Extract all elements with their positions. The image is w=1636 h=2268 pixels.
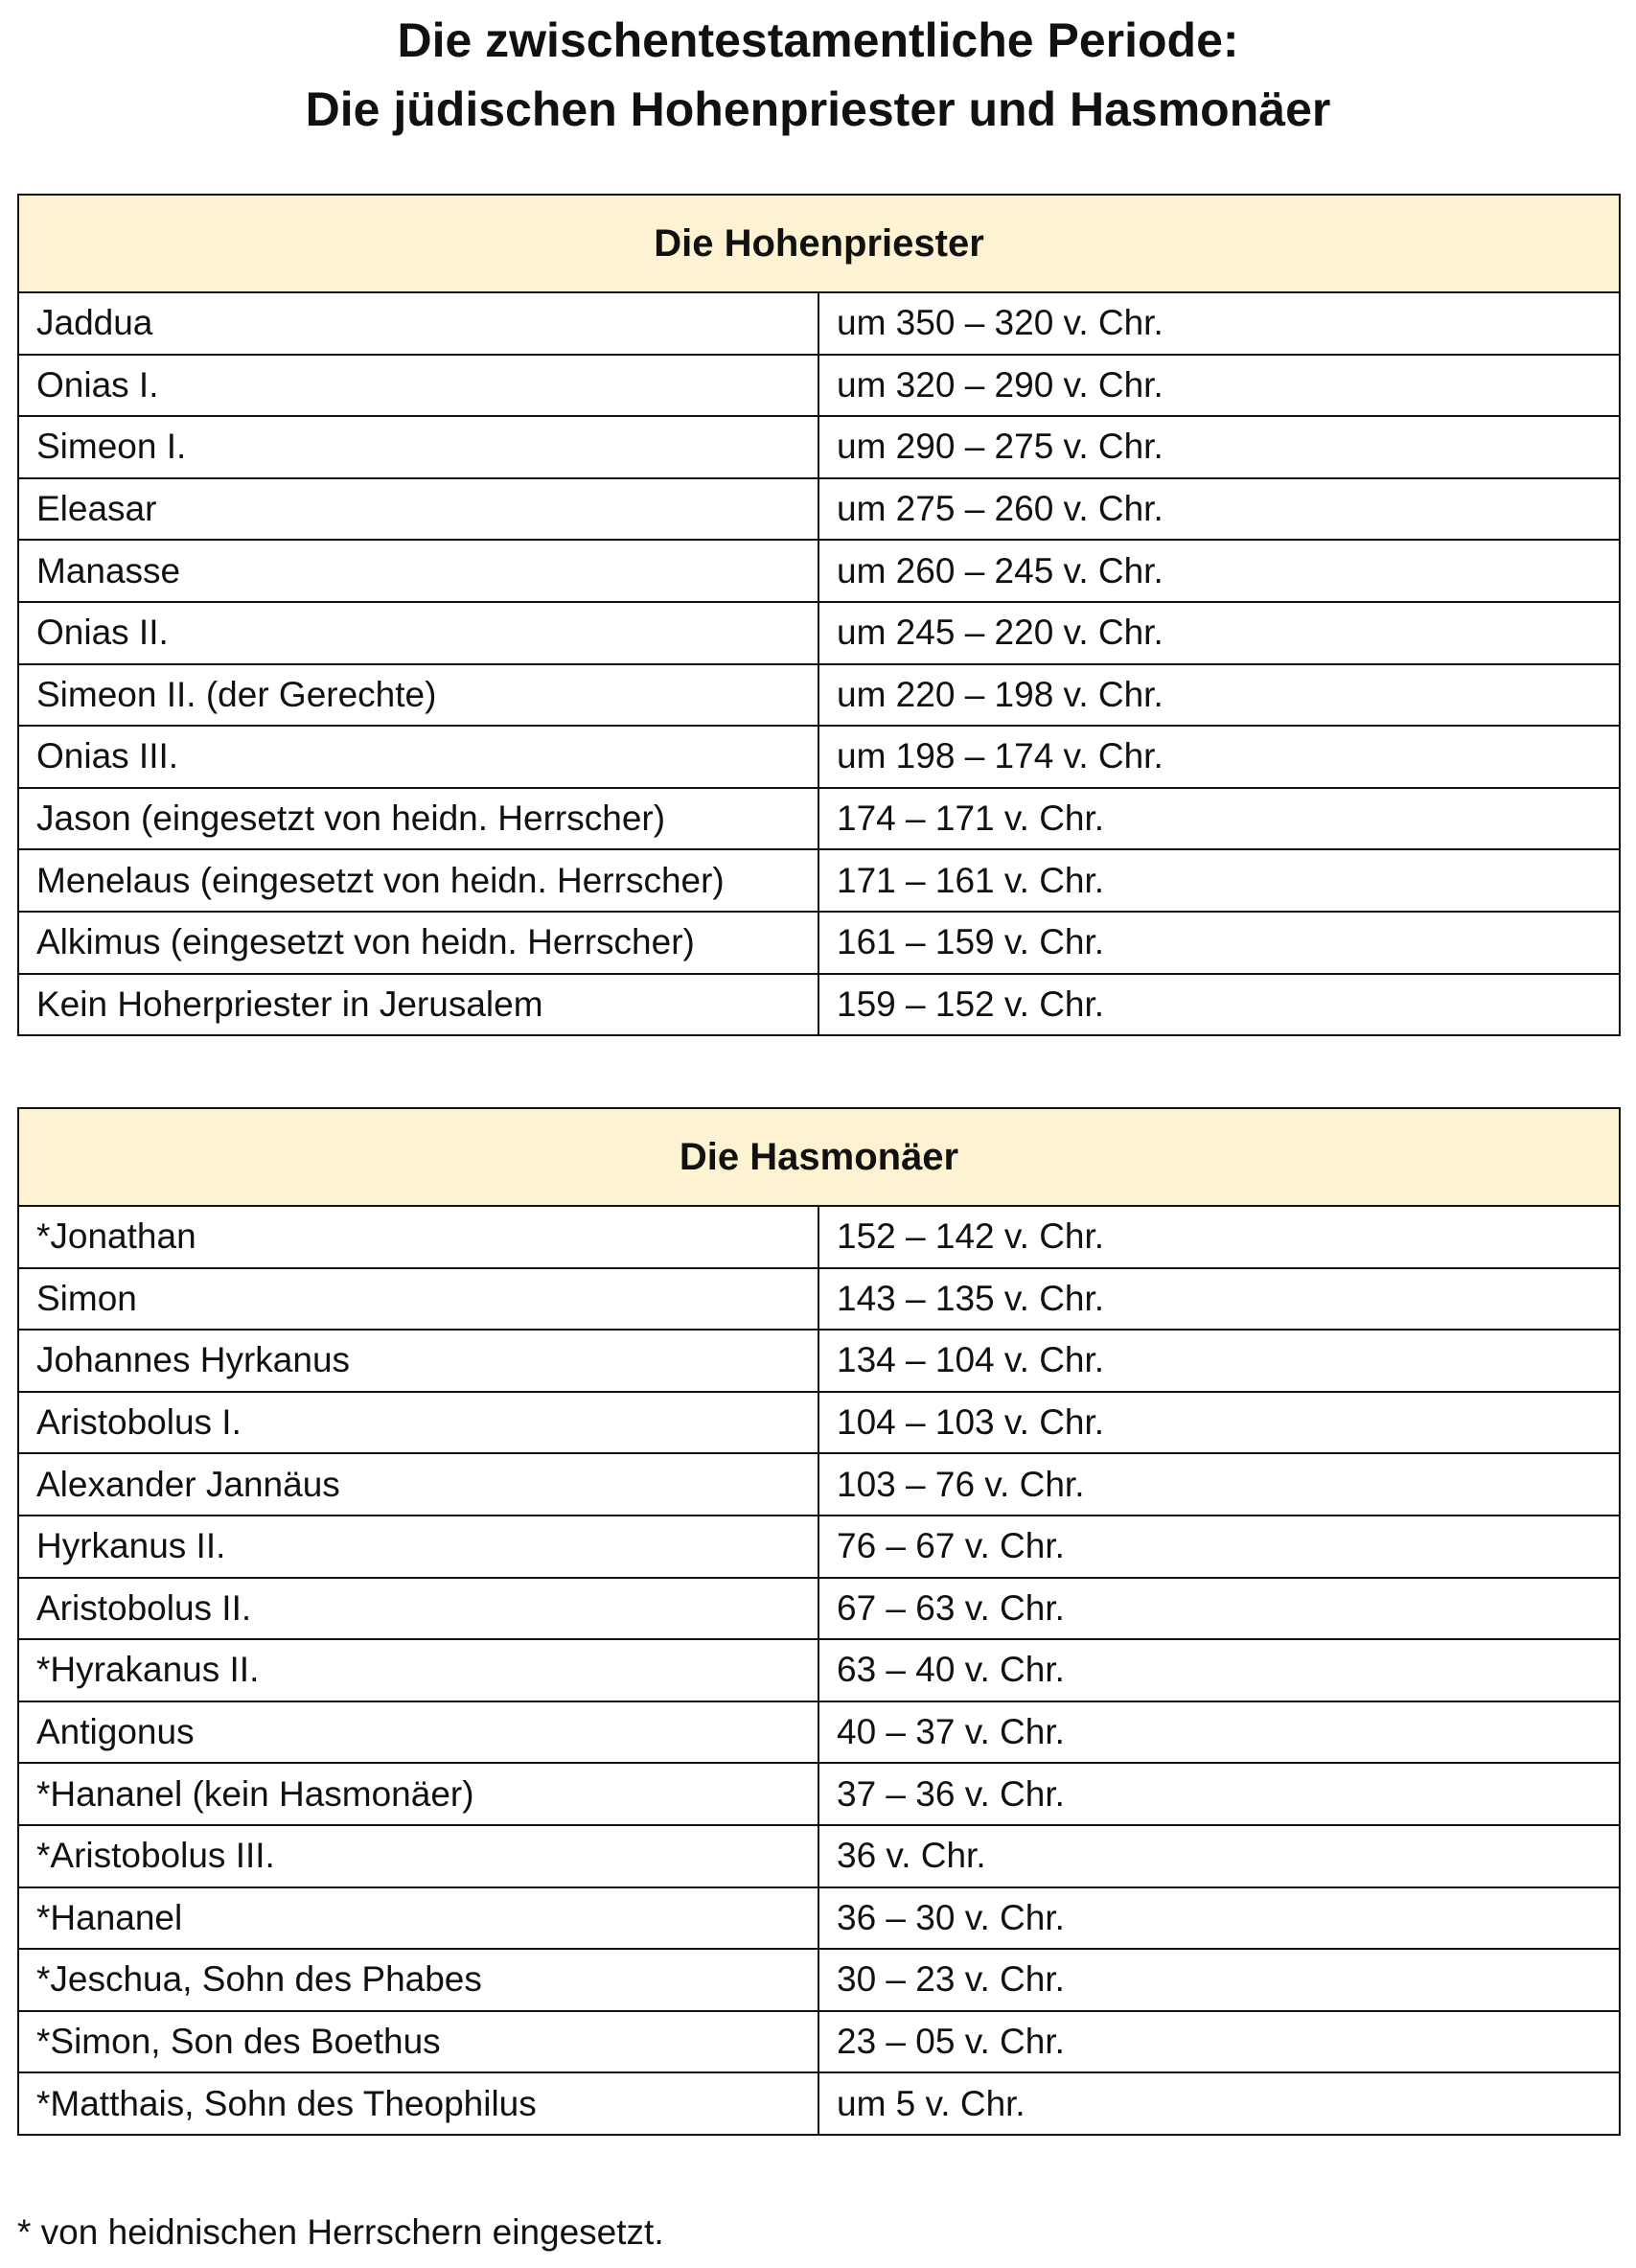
table-row bbox=[18, 726, 1620, 788]
name-cell: Menelaus (eingesetzt von heidn. Herrscher) bbox=[18, 849, 818, 912]
name-cell: Aristobolus I. bbox=[18, 1392, 818, 1454]
period-cell: um 220 – 198 v. Chr. bbox=[818, 664, 1620, 727]
table-row bbox=[18, 1330, 1620, 1392]
period-cell: 103 – 76 v. Chr. bbox=[818, 1453, 1620, 1516]
title-line-1: Die zwischentestamentliche Periode: bbox=[397, 13, 1239, 67]
period-cell: 63 – 40 v. Chr. bbox=[818, 1639, 1620, 1701]
period-cell: 159 – 152 v. Chr. bbox=[818, 974, 1620, 1036]
period-cell: um 245 – 220 v. Chr. bbox=[818, 602, 1620, 664]
name-cell: Alkimus (eingesetzt von heidn. Herrscher) bbox=[18, 912, 818, 974]
period-cell: 161 – 159 v. Chr. bbox=[818, 912, 1620, 974]
period-cell: um 290 – 275 v. Chr. bbox=[818, 416, 1620, 478]
period-cell: um 275 – 260 v. Chr. bbox=[818, 478, 1620, 541]
high-priests-heading: Die Hohenpriester bbox=[18, 195, 1620, 292]
table-row bbox=[18, 1887, 1620, 1950]
name-cell: Simeon II. (der Gerechte) bbox=[18, 664, 818, 727]
table-row bbox=[18, 1639, 1620, 1701]
name-cell: Eleasar bbox=[18, 478, 818, 541]
period-cell: 152 – 142 v. Chr. bbox=[818, 1206, 1620, 1268]
table-row bbox=[18, 602, 1620, 664]
table-row bbox=[18, 1453, 1620, 1516]
table-row bbox=[18, 292, 1620, 355]
period-cell: um 198 – 174 v. Chr. bbox=[818, 726, 1620, 788]
period-cell: 76 – 67 v. Chr. bbox=[818, 1516, 1620, 1578]
name-cell: Simeon I. bbox=[18, 416, 818, 478]
name-cell: *Hananel (kein Hasmonäer) bbox=[18, 1763, 818, 1825]
name-cell: Kein Hoherpriester in Jerusalem bbox=[18, 974, 818, 1036]
period-cell: 36 v. Chr. bbox=[818, 1825, 1620, 1887]
table-row bbox=[18, 664, 1620, 727]
title-line-2: Die jüdischen Hohenpriester und Hasmonäer bbox=[305, 82, 1331, 136]
period-cell: 23 – 05 v. Chr. bbox=[818, 2011, 1620, 2073]
name-cell: *Hyrakanus II. bbox=[18, 1639, 818, 1701]
name-cell: Alexander Jannäus bbox=[18, 1453, 818, 1516]
table-row bbox=[18, 1949, 1620, 2011]
table-row bbox=[18, 788, 1620, 850]
name-cell: *Jonathan bbox=[18, 1206, 818, 1268]
table-row bbox=[18, 478, 1620, 541]
name-cell: Onias I. bbox=[18, 355, 818, 417]
name-cell: Johannes Hyrkanus bbox=[18, 1330, 818, 1392]
period-cell: um 5 v. Chr. bbox=[818, 2072, 1620, 2135]
table-row bbox=[18, 1516, 1620, 1578]
table-row bbox=[18, 1763, 1620, 1825]
period-cell: 174 – 171 v. Chr. bbox=[818, 788, 1620, 850]
name-cell: Manasse bbox=[18, 540, 818, 602]
period-cell: 134 – 104 v. Chr. bbox=[818, 1330, 1620, 1392]
footnote: * von heidnischen Herrschern eingesetzt. bbox=[17, 2212, 664, 2252]
period-cell: um 350 – 320 v. Chr. bbox=[818, 292, 1620, 355]
period-cell: 171 – 161 v. Chr. bbox=[818, 849, 1620, 912]
table-row bbox=[18, 974, 1620, 1036]
period-cell: 67 – 63 v. Chr. bbox=[818, 1578, 1620, 1640]
table-row bbox=[18, 1268, 1620, 1331]
name-cell: Onias II. bbox=[18, 602, 818, 664]
period-cell: 30 – 23 v. Chr. bbox=[818, 1949, 1620, 2011]
table-row bbox=[18, 1825, 1620, 1887]
table-row bbox=[18, 2072, 1620, 2135]
name-cell: *Aristobolus III. bbox=[18, 1825, 818, 1887]
period-cell: 143 – 135 v. Chr. bbox=[818, 1268, 1620, 1331]
hasmoneans-table bbox=[17, 1107, 1621, 2136]
name-cell: Jason (eingesetzt von heidn. Herrscher) bbox=[18, 788, 818, 850]
name-cell: Jaddua bbox=[18, 292, 818, 355]
table-row bbox=[18, 849, 1620, 912]
period-cell: 36 – 30 v. Chr. bbox=[818, 1887, 1620, 1950]
table-row bbox=[18, 1206, 1620, 1268]
page-title bbox=[0, 6, 1636, 144]
period-cell: um 320 – 290 v. Chr. bbox=[818, 355, 1620, 417]
period-cell: 40 – 37 v. Chr. bbox=[818, 1701, 1620, 1764]
name-cell: *Simon, Son des Boethus bbox=[18, 2011, 818, 2073]
name-cell: Hyrkanus II. bbox=[18, 1516, 818, 1578]
name-cell: Onias III. bbox=[18, 726, 818, 788]
table-row bbox=[18, 540, 1620, 602]
name-cell: Antigonus bbox=[18, 1701, 818, 1764]
table-row bbox=[18, 1578, 1620, 1640]
table-row bbox=[18, 416, 1620, 478]
name-cell: Simon bbox=[18, 1268, 818, 1331]
period-cell: um 260 – 245 v. Chr. bbox=[818, 540, 1620, 602]
table-row bbox=[18, 2011, 1620, 2073]
name-cell: Aristobolus II. bbox=[18, 1578, 818, 1640]
hasmoneans-heading: Die Hasmonäer bbox=[18, 1108, 1620, 1206]
table-row bbox=[18, 355, 1620, 417]
table-row bbox=[18, 1701, 1620, 1764]
period-cell: 37 – 36 v. Chr. bbox=[818, 1763, 1620, 1825]
period-cell: 104 – 103 v. Chr. bbox=[818, 1392, 1620, 1454]
high-priests-table bbox=[17, 194, 1621, 1036]
table-row bbox=[18, 912, 1620, 974]
name-cell: *Jeschua, Sohn des Phabes bbox=[18, 1949, 818, 2011]
name-cell: *Matthais, Sohn des Theophilus bbox=[18, 2072, 818, 2135]
table-row bbox=[18, 1392, 1620, 1454]
name-cell: *Hananel bbox=[18, 1887, 818, 1950]
